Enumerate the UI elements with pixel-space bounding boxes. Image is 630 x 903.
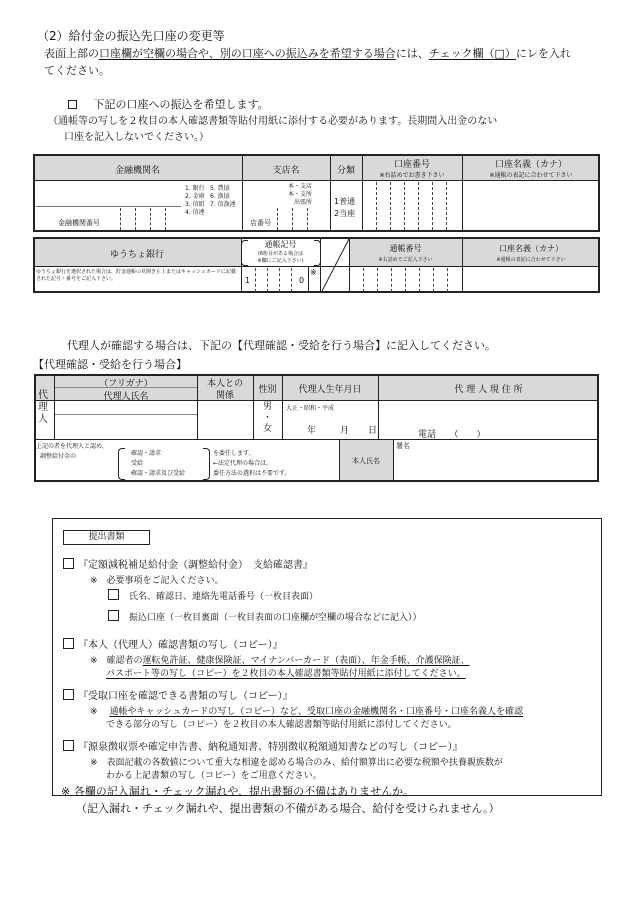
- doc-item-1-sub-2-checkbox[interactable]: [108, 610, 119, 621]
- proxy-intro: 代理人が確認する場合は、下記の【代理確認・受給を行う場合】に記入してください。: [67, 339, 496, 352]
- doc-item-1[interactable]: 『定額減税補足給付金（調整給付金） 支給確認書』: [63, 556, 313, 571]
- intro-line-2: てください。: [44, 64, 110, 77]
- doc-item-3[interactable]: 『受取口座を確認できる書類の写し（コピー）』: [63, 687, 293, 702]
- yucho-note: ゆうちょ銀行を選択された場合は、貯金通帳の見開き左上またはキャッシュカードに記載された記号・番号をご記入下さい。: [36, 269, 236, 282]
- yucho-holder-note: ※通帳の表記に合わせて下さい: [496, 257, 566, 263]
- principal-name-label: 本人氏名: [352, 457, 380, 465]
- furigana-header: （フリガナ）: [99, 379, 153, 389]
- branch-code-input[interactable]: [277, 208, 329, 230]
- branch-types: 本・支店 本・支所 出張所: [288, 183, 313, 206]
- proxy-name-header: 代理人氏名: [103, 392, 149, 402]
- proxy-name-input[interactable]: [56, 415, 196, 438]
- account-header: 口座番号: [393, 160, 430, 170]
- delegate-line-2: 調整給付金の: [40, 453, 77, 460]
- institution-types-left: 1. 銀行 2. 金庫 3. 信組 4. 信連: [185, 185, 205, 216]
- doc-item-4-note-1: ※ 表面記載の各数値について重大な相違を認める場合のみ、給付額算出に必要な税額や扶養親族数が: [90, 758, 503, 768]
- final-note-2: （記入漏れ・チェック漏れや、提出書類の不備がある場合、給付を受けられません。）: [76, 802, 500, 815]
- relation-header-2: 関係: [215, 391, 234, 401]
- transfer-checkbox[interactable]: [68, 100, 77, 109]
- address-input[interactable]: [380, 401, 598, 425]
- yucho-holder-header: 口座名義（カナ）: [499, 244, 563, 253]
- doc-item-4-checkbox[interactable]: [63, 740, 74, 751]
- institution-name-input[interactable]: [36, 182, 181, 206]
- symbol-note-1: (6桁目がある場合は: [257, 251, 304, 257]
- era-options[interactable]: 大正・昭和・平成: [286, 405, 335, 412]
- year-label: 年: [307, 426, 317, 436]
- doc-item-2[interactable]: 『本人（代理人）確認書類の写し（コピー）』: [63, 636, 283, 651]
- address-header: 代 理 人 現 住 所: [454, 385, 523, 395]
- yucho-number-input[interactable]: [350, 268, 461, 292]
- institution-header: 金融機関名: [114, 166, 160, 176]
- type-header: 分類: [336, 166, 355, 176]
- doc-item-3-note-1: ※ 通帳やキャッシュカードの写し（コピー）など、受取口座の金融機関名・口座番号・口座名義人を確認: [90, 707, 524, 717]
- delegate-right-text: を委任します。 ←法定代理の場合は、 委任方法の選択は不要です。: [213, 450, 291, 477]
- symbol-input[interactable]: [255, 268, 307, 292]
- doc-item-2-note-1: ※ 確認者の運転免許証、健康保険証、マイナンバーカード（表面）、年金手帳、介護保険証、: [90, 656, 470, 666]
- symbol-note-2: ※欄にご記入下さい): [257, 258, 304, 264]
- signature-input[interactable]: [395, 450, 598, 481]
- branch-name-input[interactable]: [245, 182, 285, 208]
- proxy-title: 【代理確認・受給を行う場合】: [33, 358, 187, 371]
- doc-item-4-note-2: わかる上記書類の写し（コピー）をご用意ください。: [106, 771, 322, 781]
- gender-options[interactable]: 男 ・ 女: [262, 402, 272, 434]
- holder-header: 口座名義（カナ）: [494, 160, 567, 170]
- symbol-last-digit: 0: [299, 276, 305, 285]
- signature-label: 署名: [396, 442, 410, 450]
- account-type-options[interactable]: 1普通 2当座: [334, 197, 356, 218]
- month-label: 月: [340, 426, 350, 436]
- delegate-options[interactable]: 確認・請求 受給 確認・請求及び受給: [131, 450, 186, 477]
- delegate-line-1: 上記の者を代理人と認め、: [36, 443, 108, 450]
- doc-item-2-checkbox[interactable]: [63, 638, 74, 649]
- account-number-input[interactable]: [363, 182, 461, 230]
- day-label: 日: [368, 426, 378, 436]
- doc-item-1-note: ※ 必要事項をご記入ください。: [90, 576, 224, 586]
- branch-header: 支店名: [272, 166, 300, 176]
- doc-item-1-sub-1[interactable]: 氏名、確認日、連絡先電話番号（一枚目表面）: [108, 589, 318, 602]
- proxy-side-label: 代 理 人: [38, 390, 48, 425]
- doc-item-4[interactable]: 『源泉徴収票や確定申告書、納税通知書、特別徴収税額通知書などの写し（コピー）』: [63, 738, 463, 753]
- account-holder-input[interactable]: [463, 182, 599, 230]
- number-header: 通帳番号: [389, 244, 422, 253]
- transfer-checkbox-row[interactable]: 下記の口座への振込を希望します。: [68, 96, 269, 112]
- relation-header-1: 本人との: [206, 379, 243, 389]
- number-note: ※右詰めでご記入下さい: [378, 257, 433, 263]
- symbol-header: 通帳記号: [264, 240, 297, 249]
- yucho-title: ゆうちょ銀行: [109, 250, 164, 260]
- symbol-first-digit: 1: [245, 276, 251, 285]
- branch-code-label: 店番号: [250, 219, 271, 227]
- intro-line-1: 表面上部の口座欄が空欄の場合や、別の口座への振込みを希望する場合には、チェック欄（□）にレを入れ: [44, 47, 571, 60]
- doc-item-1-checkbox[interactable]: [63, 558, 74, 569]
- institution-types-right: 5. 農協 6. 漁協 7. 信漁連: [210, 185, 236, 208]
- final-note-1: ※ 各欄の記入漏れ・チェック漏れや、提出書類の不備はありませんか。: [61, 785, 415, 798]
- institution-code-input[interactable]: [105, 208, 181, 230]
- doc-item-3-note-2: できる部分の写し（コピー）を２枚目の本人確認書類等貼付用紙に添付してください。: [106, 720, 457, 730]
- doc-item-1-sub-2[interactable]: 振込口座（一枚目裏面（一枚目表面の口座欄が空欄の場合などに記入））: [108, 610, 422, 623]
- furigana-input[interactable]: [56, 401, 196, 414]
- account-note: ※右詰めでお書き下さい: [379, 172, 445, 179]
- note-line-2: 口座を記入しないでください。）: [64, 132, 209, 143]
- relation-input[interactable]: [198, 401, 252, 438]
- yucho-holder-input[interactable]: [463, 268, 599, 292]
- birth-header: 代理人生年月日: [298, 385, 362, 395]
- institution-code-label: 金融機関番号: [58, 219, 100, 227]
- diagonal-slash: [320, 237, 349, 293]
- note-line-1: （通帳等の写しを２枚目の本人確認書類等貼付用紙に添付する必要があります。長期間入出金のない: [48, 116, 498, 127]
- doc-item-2-note-2: パスポート等の写し（コピー）を２枚目の本人確認書類等貼付用紙に添付してください。: [106, 669, 466, 679]
- holder-note: ※通帳の表記に合わせて下さい: [489, 172, 573, 179]
- section-heading: （2）給付金の振込先口座の変更等: [37, 29, 225, 43]
- gender-header: 性別: [258, 385, 277, 395]
- documents-title: 提出書類: [63, 530, 150, 545]
- symbol-asterisk: ※: [310, 268, 317, 277]
- doc-item-3-checkbox[interactable]: [63, 689, 74, 700]
- phone-label: 電話 （ ）: [418, 430, 486, 440]
- doc-item-1-sub-1-checkbox[interactable]: [108, 589, 119, 600]
